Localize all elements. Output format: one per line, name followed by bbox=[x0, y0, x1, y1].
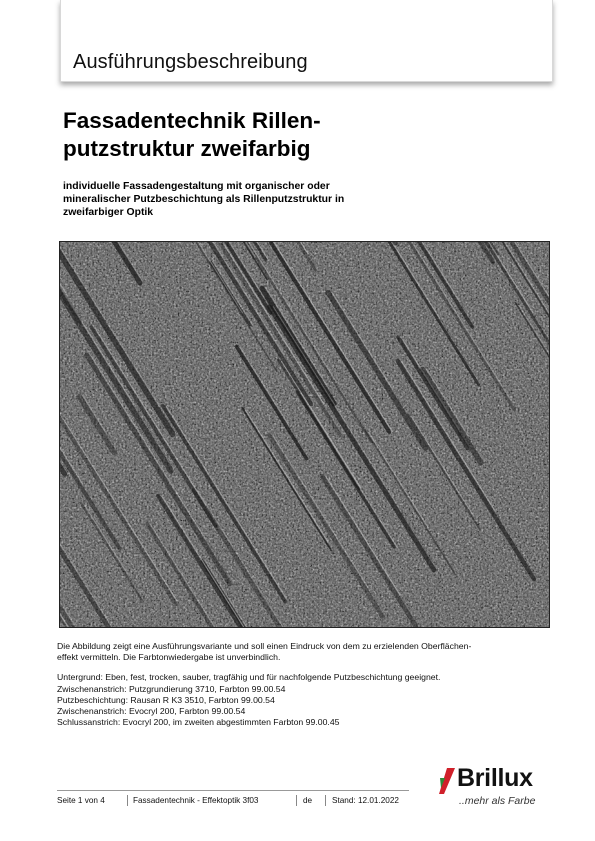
document-subtitle bbox=[63, 180, 383, 219]
spec-line: Schlussanstrich: Evocryl 200, im zweiten abgestimmten Farbton 99.00.45 bbox=[57, 717, 340, 728]
footer-language: de bbox=[303, 796, 313, 805]
subtitle-line: mineralischer Putzbeschichtung als Rillenputzstruktur in bbox=[63, 194, 345, 205]
rillenputz-texture-image bbox=[59, 241, 550, 628]
header-card bbox=[60, 0, 553, 82]
spec-line: Zwischenanstrich: Evocryl 200, Farbton 99.00.54 bbox=[57, 706, 246, 717]
footer-separator bbox=[127, 795, 128, 806]
document-title-line: Fassadentechnik Rillen- bbox=[63, 108, 321, 133]
brand-name: Brillux bbox=[457, 764, 533, 792]
document-title-line: putzstruktur zweifarbig bbox=[63, 136, 311, 161]
subtitle-line: zweifarbiger Optik bbox=[63, 207, 154, 218]
header-title: Ausführungsbeschreibung bbox=[73, 51, 308, 73]
spec-line: Zwischenanstrich: Putzgrundierung 3710, Farbton 99.00.54 bbox=[57, 683, 286, 694]
footer-separator bbox=[325, 795, 326, 806]
footer-divider bbox=[57, 790, 409, 791]
description-text bbox=[57, 641, 547, 728]
footer-date: Stand: 12.01.2022 bbox=[332, 796, 399, 805]
footer-page: Seite 1 von 4 bbox=[57, 796, 105, 805]
footer-separator bbox=[296, 795, 297, 806]
document-title bbox=[63, 107, 483, 163]
brillux-logo-mark-icon bbox=[438, 766, 456, 796]
brillux-logo bbox=[438, 764, 558, 814]
footer-document: Fassadentechnik - Effektoptik 3f03 bbox=[133, 796, 259, 805]
spec-line: Putzbeschichtung: Rausan R K3 3510, Farbton 99.00.54 bbox=[57, 694, 275, 705]
disclaimer-line: effekt vermitteln. Die Farbtonwiedergabe ist unverbindlich. bbox=[57, 652, 281, 663]
spec-line: Untergrund: Eben, fest, trocken, sauber, tragfähig und für nachfolgende Putzbeschichtung geeignet. bbox=[57, 672, 441, 683]
disclaimer-line: Die Abbildung zeigt eine Ausführungsvariante und soll einen Eindruck von dem zu erzielenden Oberflächen- bbox=[57, 641, 472, 651]
texture-graphic bbox=[60, 242, 550, 628]
paragraph-gap bbox=[57, 663, 547, 672]
subtitle-line: individuelle Fassadengestaltung mit organischer oder bbox=[63, 181, 330, 192]
brand-slogan: ..mehr als Farbe bbox=[459, 795, 536, 807]
